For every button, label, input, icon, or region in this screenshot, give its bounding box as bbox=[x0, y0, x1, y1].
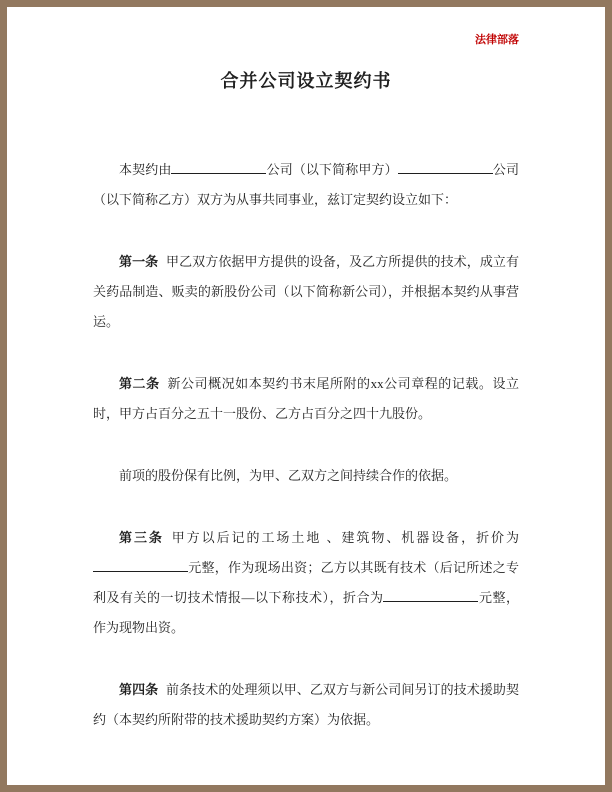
clause-label: 第三条 bbox=[119, 530, 164, 545]
text-run: 公司（以下简称乙方）双方为从事共同事业，兹订定契约设立如下： bbox=[93, 162, 519, 207]
text-run: 前项的股份保有比例，为甲、乙双方之间持续合作的依据。 bbox=[119, 468, 458, 483]
paragraph-clause-3 bbox=[93, 523, 519, 643]
fill-in-blank-amount-a bbox=[93, 558, 188, 572]
fill-in-blank-party-b bbox=[398, 160, 493, 174]
text-run: 甲乙双方依据甲方提供的设备，及乙方所提供的技术，成立有关药品制造、贩卖的新股份公司（以下简称新公司），并根据本契约从事营运。 bbox=[93, 254, 519, 329]
paragraph-note bbox=[93, 461, 519, 491]
text-run: 元整，作为现物出资。 bbox=[93, 590, 519, 635]
text-run: 本契约由 bbox=[119, 162, 172, 177]
page-content bbox=[7, 7, 605, 735]
text-run: 甲方以后记的工场土地 、建筑物、机器设备，折价为 bbox=[171, 530, 519, 545]
clause-label: 第一条 bbox=[119, 254, 159, 269]
page-title: 合并公司设立契约书 bbox=[220, 71, 392, 91]
paragraph-intro bbox=[93, 155, 519, 215]
text-run: 公司（以下简称甲方） bbox=[266, 162, 398, 177]
text-run: 前条技术的处理须以甲、乙双方与新公司间另订的技术援助契约（本契约所附带的技术援助契约方案）为依据。 bbox=[93, 682, 519, 727]
clause-label: 第四条 bbox=[119, 682, 159, 697]
text-run: 新公司概况如本契约书末尾所附的xx公司章程的记载。设立时，甲方占百分之五十一股份、乙方占百分之四十九股份。 bbox=[93, 376, 519, 421]
paragraph-clause-4 bbox=[93, 675, 519, 735]
paragraph-clause-2 bbox=[93, 369, 519, 429]
fill-in-blank-party-a bbox=[171, 160, 266, 174]
paragraph-clause-1 bbox=[93, 247, 519, 337]
document-body bbox=[93, 155, 519, 735]
clause-label: 第二条 bbox=[119, 376, 160, 391]
text-run: 元整，作为现场出资；乙方以其既有技术（后记所述之专利及有关的一切技术情报—以下称技术），折合为 bbox=[93, 560, 519, 605]
fill-in-blank-amount-b bbox=[383, 588, 478, 602]
brand-label: 法律部落 bbox=[475, 34, 519, 46]
